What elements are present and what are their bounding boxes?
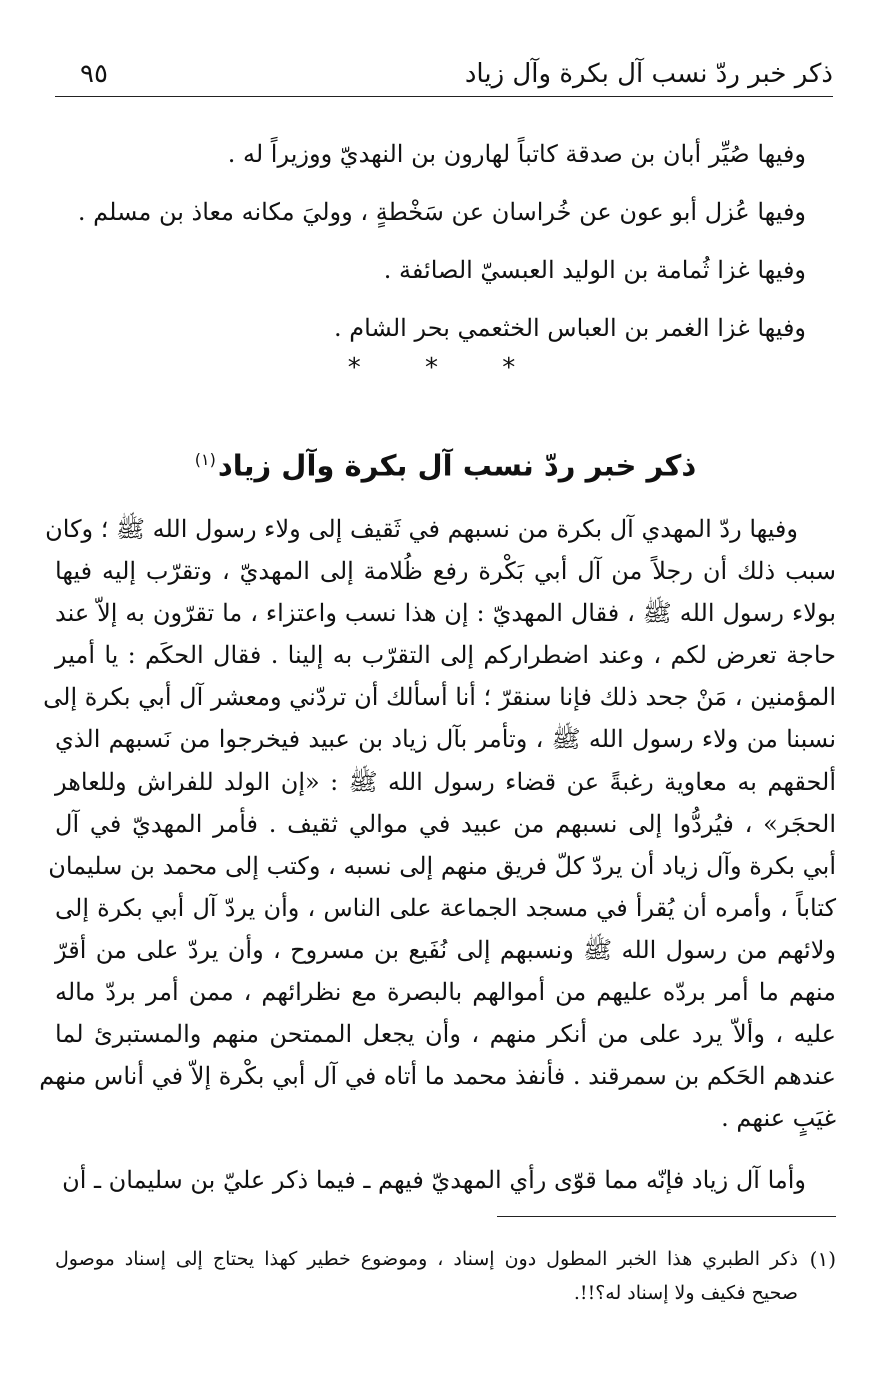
page-header <box>55 56 833 97</box>
footnote-marker: (١) <box>809 1247 836 1271</box>
body-line: بولاء رسول الله ﷺ ، فقال المهديّ : إن هذا نسب واعتزاء ، ما تقرّون به إلاّ عند <box>55 599 836 628</box>
body-line: ألحقهم به معاوية رغبةً عن قضاء رسول الله ﷺ : «إن الولد للفراش وللعاهر <box>55 767 837 796</box>
closing-paragraph-line: وأما آل زياد فإنّه مما قوّى رأي المهديّ فيهم ـ فيما ذكر عليّ بن سليمان ـ أن <box>62 1166 806 1194</box>
body-line: وفيها ردّ المهدي آل بكرة من نسبهم في ثَقيف إلى ولاء رسول الله ﷺ ؛ وكان <box>45 515 798 543</box>
body-line: حاجة تعرض لكم ، وعند اضطراركم إلى التقرّب به إلينا . فقال الحكَم : يا أمير <box>55 641 836 670</box>
footnote-text <box>55 1242 798 1310</box>
body-paragraph <box>39 508 837 1139</box>
body-line: الحجَر» ، فيُردُّوا إلى نسبهم من عبيد في موالي ثقيف . فأمر المهديّ في آل <box>55 809 836 838</box>
event-line: وفيها صُيِّر أبان بن صدقة كاتباً لهارون بن النهديّ ووزيراً له . <box>227 140 806 168</box>
body-line: نسبنا من ولاء رسول الله ﷺ ، وتأمر بآل زياد بن عبيد فيخرجوا من نَسبهم الذي <box>55 725 836 754</box>
section-heading <box>0 437 891 489</box>
body-line: غيَبٍ عنهم . <box>721 1104 836 1133</box>
body-line: منهم ما أمر بردّه عليهم من أموالهم بالبصرة مع نظرائهم ، ممن أمر بردّ ماله <box>55 978 836 1007</box>
section-heading-text: ذكر خبر ردّ نسب آل بكرة وآل زياد <box>217 448 697 483</box>
body-line: عندهم الحَكم بن سمرقند . فأنفذ محمد ما أتاه في آل أبي بكْرة إلاّ في أناس منهم <box>39 1062 836 1091</box>
footnote-divider <box>497 1216 836 1217</box>
body-line: أبي بكرة وآل زياد أن يردّ كلّ فريق منهم إلى نسبه ، وكتب إلى محمد بن سليمان <box>48 851 836 880</box>
body-line: كتاباً ، وأمره أن يُقرأ في مسجد الجماعة على الناس ، وأن يردّ آل أبي بكرة إلى <box>55 893 836 922</box>
section-separator: * * * <box>347 353 544 383</box>
event-line: وفيها غزا ثُمامة بن الوليد العبسيّ الصائفة . <box>383 256 806 284</box>
footnote-reference: (١) <box>194 450 216 469</box>
page-number: ٩٥ <box>80 59 108 89</box>
body-line: المؤمنين ، مَنْ جحد ذلك فإنا سنقرّ ؛ أنا أسألك أن تردّني ومعشر آل أبي بكرة إلى <box>43 683 836 712</box>
body-line: ولائهم من رسول الله ﷺ ونسبهم إلى نُفَيع بن مسروح ، وأن يردّ على من أقرّ <box>55 935 836 964</box>
events-list <box>77 125 806 357</box>
body-line: عليه ، وألاّ يرد على من أنكر منهم ، وأن يجعل الممتحن منهم والمستبرئ لما <box>55 1020 837 1049</box>
footnote-line: ذكر الطبري هذا الخبر المطول دون إسناد ، وموضوع خطير كهذا يحتاج إلى إسناد موصول <box>55 1248 798 1270</box>
body-line: سبب ذلك أن رجلاً من آل أبي بَكْرة رفع ظُلامة إلى المهديّ ، وتقرّب إليه فيها <box>55 557 836 586</box>
footnote-line: صحيح فكيف ولا إسناد له؟!!. <box>573 1282 798 1304</box>
running-title: ذكر خبر ردّ نسب آل بكرة وآل زياد <box>464 59 833 89</box>
event-line: وفيها غزا الغمر بن العباس الخثعمي بحر الشام . <box>334 314 806 342</box>
event-line: وفيها عُزل أبو عون عن خُراسان عن سَخْطةٍ ، ووليَ مكانه معاذ بن مسلم . <box>77 198 806 226</box>
